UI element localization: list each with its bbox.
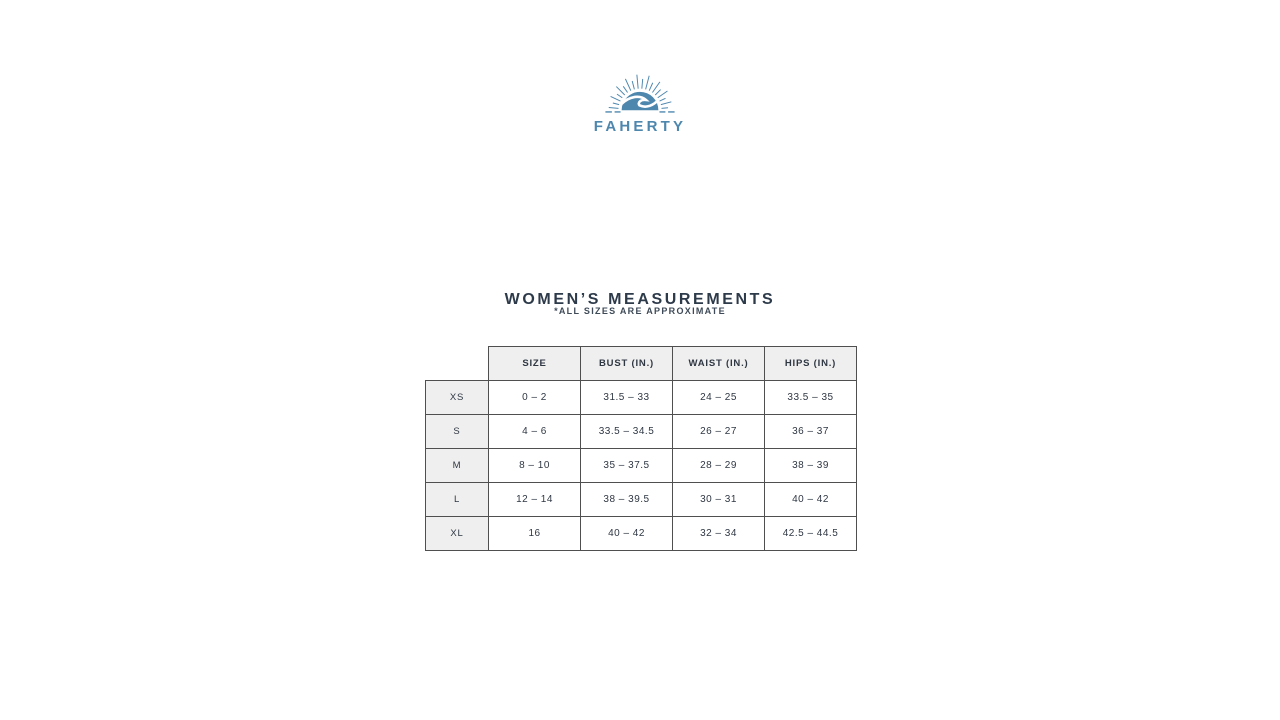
column-header-waist: WAIST (IN.) — [673, 347, 765, 381]
row-label: XL — [426, 517, 489, 551]
waist-cell: 32 – 34 — [673, 517, 765, 551]
column-header-size: SIZE — [489, 347, 581, 381]
page-subtitle: *ALL SIZES ARE APPROXIMATE — [554, 306, 726, 316]
waist-cell: 24 – 25 — [673, 381, 765, 415]
header-row — [426, 347, 857, 381]
size-range-cell: 8 – 10 — [489, 449, 581, 483]
corner-cell — [426, 347, 489, 381]
row-label: S — [426, 415, 489, 449]
bust-cell: 38 – 39.5 — [581, 483, 673, 517]
hips-cell: 38 – 39 — [765, 449, 857, 483]
hips-cell: 36 – 37 — [765, 415, 857, 449]
size-range-cell: 4 – 6 — [489, 415, 581, 449]
bust-cell: 35 – 37.5 — [581, 449, 673, 483]
size-range-cell: 12 – 14 — [489, 483, 581, 517]
table-row-s — [426, 415, 857, 449]
faherty-logo — [0, 71, 1280, 135]
measurements-table — [425, 346, 857, 551]
size-range-cell: 0 – 2 — [489, 381, 581, 415]
hips-cell: 40 – 42 — [765, 483, 857, 517]
hips-cell: 42.5 – 44.5 — [765, 517, 857, 551]
sun-wave-icon — [600, 71, 680, 117]
column-header-hips: HIPS (IN.) — [765, 347, 857, 381]
table-row-l — [426, 483, 857, 517]
column-header-bust: BUST (IN.) — [581, 347, 673, 381]
bust-cell: 40 – 42 — [581, 517, 673, 551]
waist-cell: 30 – 31 — [673, 483, 765, 517]
table-row-xs — [426, 381, 857, 415]
hips-cell: 33.5 – 35 — [765, 381, 857, 415]
row-label: M — [426, 449, 489, 483]
brand-name: FAHERTY — [593, 118, 687, 135]
bust-cell: 31.5 – 33 — [581, 381, 673, 415]
page-title: WOMEN’S MEASUREMENTS — [504, 290, 776, 308]
waist-cell: 28 – 29 — [673, 449, 765, 483]
row-label: XS — [426, 381, 489, 415]
bust-cell: 33.5 – 34.5 — [581, 415, 673, 449]
table-row-m — [426, 449, 857, 483]
waist-cell: 26 – 27 — [673, 415, 765, 449]
row-label: L — [426, 483, 489, 517]
size-range-cell: 16 — [489, 517, 581, 551]
table-row-xl — [426, 517, 857, 551]
